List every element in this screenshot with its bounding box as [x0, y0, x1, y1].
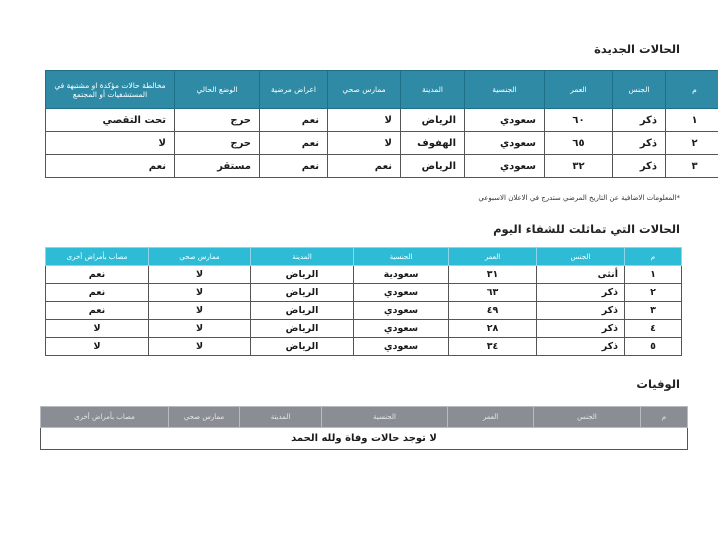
table-cell: الهفوف — [401, 132, 465, 155]
table-cell: نعم — [46, 302, 149, 320]
table-cell: ٦٣ — [449, 284, 537, 302]
table-cell: لا — [149, 338, 251, 356]
table-cell: ٣١ — [449, 266, 537, 284]
new-cases-body — [46, 109, 718, 178]
table-cell: الرياض — [251, 338, 354, 356]
table-cell: ٥ — [625, 338, 682, 356]
table-cell: ذكر — [537, 320, 625, 338]
table-row — [46, 109, 718, 132]
table-cell: ذكر — [537, 302, 625, 320]
column-header: ممارس صحي — [169, 407, 240, 428]
column-header: مصاب بأمراض أخرى — [41, 407, 169, 428]
table-cell: لا — [46, 132, 175, 155]
recovered-table — [45, 247, 682, 356]
table-cell: سعودي — [465, 109, 545, 132]
table-cell: تحت التقصي — [46, 109, 175, 132]
table-cell: ٢ — [625, 284, 682, 302]
new-cases-table — [45, 70, 718, 178]
table-cell: مستقر — [175, 155, 260, 178]
table-cell: ١ — [666, 109, 718, 132]
column-header: م — [641, 407, 688, 428]
table-cell: ذكر — [613, 132, 666, 155]
column-header: المدينة — [401, 71, 465, 109]
new-cases-title: الحالات الجديدة — [594, 42, 680, 56]
column-header: ممارس صحي — [149, 248, 251, 266]
table-cell: ١ — [625, 266, 682, 284]
column-header: الجنسية — [465, 71, 545, 109]
recovered-title: الحالات التي تماثلت للشفاء اليوم — [493, 222, 680, 236]
table-cell: سعودية — [354, 266, 449, 284]
column-header: الجنسية — [322, 407, 448, 428]
table-cell: لا — [149, 302, 251, 320]
table-cell: نعم — [46, 266, 149, 284]
column-header: م — [625, 248, 682, 266]
table-cell: الرياض — [251, 302, 354, 320]
table-cell: ذكر — [537, 284, 625, 302]
column-header: العمر — [448, 407, 534, 428]
table-cell: ٣٢ — [545, 155, 613, 178]
column-header: مخالطة حالات مؤكدة او مشتبهة في المستشفيات أو المجتمع — [46, 71, 175, 109]
table-cell: الرياض — [251, 320, 354, 338]
table-cell: سعودي — [354, 302, 449, 320]
column-header: المدينة — [240, 407, 322, 428]
column-header: اعراض مرضية — [260, 71, 328, 109]
column-header: مصاب بأمراض أخرى — [46, 248, 149, 266]
table-cell: لا — [149, 284, 251, 302]
table-cell: الرياض — [251, 266, 354, 284]
column-header: العمر — [545, 71, 613, 109]
table-cell: ذكر — [613, 109, 666, 132]
table-cell: لا — [149, 320, 251, 338]
table-cell: سعودي — [354, 320, 449, 338]
table-cell: سعودي — [354, 284, 449, 302]
table-cell: ٢ — [666, 132, 718, 155]
new-cases-note: *المعلومات الاضافية عن التاريخ المرضي ستدرج في الاعلان الاسبوعي — [478, 194, 680, 202]
table-cell: ٤ — [625, 320, 682, 338]
recovered-body — [46, 266, 682, 356]
column-header: الجنس — [537, 248, 625, 266]
table-cell: نعم — [260, 132, 328, 155]
table-cell: ٣٤ — [449, 338, 537, 356]
recovered-header-row — [46, 248, 682, 266]
table-cell: ٦٥ — [545, 132, 613, 155]
deaths-table — [40, 406, 688, 450]
deaths-header-row — [41, 407, 688, 428]
column-header: المدينة — [251, 248, 354, 266]
table-cell: سعودي — [465, 155, 545, 178]
table-cell: ٢٨ — [449, 320, 537, 338]
table-cell: ذكر — [537, 338, 625, 356]
column-header: العمر — [449, 248, 537, 266]
table-cell: لا — [328, 132, 401, 155]
table-cell: ٣ — [666, 155, 718, 178]
table-cell: ٦٠ — [545, 109, 613, 132]
table-cell: نعم — [260, 109, 328, 132]
table-cell: الرياض — [251, 284, 354, 302]
table-cell: سعودي — [465, 132, 545, 155]
table-row — [46, 320, 682, 338]
table-cell: لا — [328, 109, 401, 132]
column-header: الجنسية — [354, 248, 449, 266]
table-cell: نعم — [46, 284, 149, 302]
table-cell: ٣ — [625, 302, 682, 320]
column-header: الجنس — [534, 407, 641, 428]
table-cell: ٤٩ — [449, 302, 537, 320]
column-header: م — [666, 71, 718, 109]
table-cell: الرياض — [401, 155, 465, 178]
table-row — [46, 302, 682, 320]
table-row — [46, 155, 718, 178]
table-cell: حرج — [175, 109, 260, 132]
column-header: الجنس — [613, 71, 666, 109]
deaths-message-row — [41, 428, 688, 450]
table-cell: أنثى — [537, 266, 625, 284]
table-cell: لا — [46, 338, 149, 356]
table-row — [46, 266, 682, 284]
column-header: الوضع الحالي — [175, 71, 260, 109]
table-cell: نعم — [260, 155, 328, 178]
deaths-message: لا توجد حالات وفاة ولله الحمد — [41, 428, 688, 450]
table-row — [46, 284, 682, 302]
table-cell: الرياض — [401, 109, 465, 132]
new-cases-header-row — [46, 71, 718, 109]
table-row — [46, 338, 682, 356]
deaths-title: الوفيات — [636, 377, 680, 391]
table-row — [46, 132, 718, 155]
table-cell: حرج — [175, 132, 260, 155]
table-cell: سعودي — [354, 338, 449, 356]
table-cell: لا — [46, 320, 149, 338]
column-header: ممارس صحي — [328, 71, 401, 109]
table-cell: ذكر — [613, 155, 666, 178]
table-cell: نعم — [328, 155, 401, 178]
table-cell: نعم — [46, 155, 175, 178]
table-cell: لا — [149, 266, 251, 284]
